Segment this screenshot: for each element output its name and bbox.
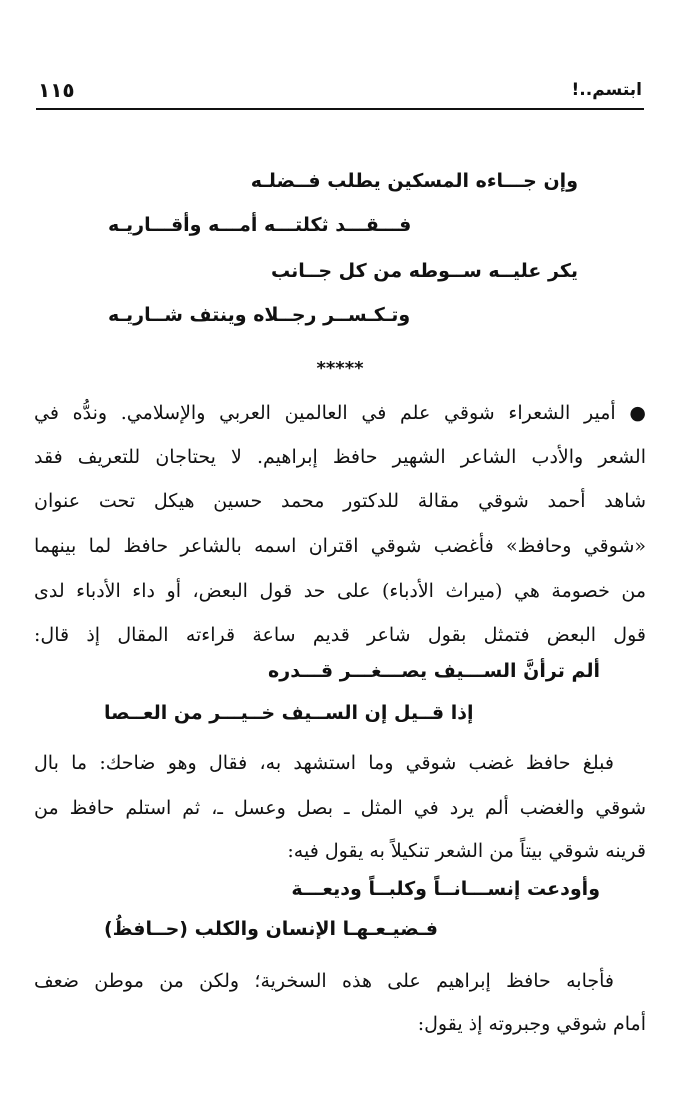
paragraph2-line-3: قرينه شوقي بيتاً من الشعر تنكيلاً به يقول فيه: — [287, 840, 646, 862]
poem3-verse-2: فـضيـعـهـا الإنسان والكلب (حــافظُ) — [104, 918, 438, 940]
poem1-verse-3: يكر عليــه ســوطه من كل جــانب — [270, 260, 578, 282]
poem3-verse-1: وأودعت إنســـانــاً وكلبــاً وديعـــة — [291, 878, 600, 900]
poem1-verse-4: وتـكـســر رجــلاه وينتف شــاريـه — [108, 304, 411, 326]
paragraph3-line-2: أمام شوقي وجبروته إذ يقول: — [417, 1013, 646, 1035]
paragraph2-line-1: فبلغ حافظ غضب شوقي وما استشهد به، فقال وهو ضاحك: ما بال — [34, 752, 614, 774]
paragraph1-line-3: شاهد أحمد شوقي مقالة للدكتور محمد حسين هيكل تحت عنوان — [34, 490, 646, 512]
paragraph1-line-6: قول البعض فتمثل بقول شاعر قديم ساعة قراءته المقال إذ قال: — [34, 624, 646, 646]
poem1-verse-1: وإن جـــاءه المسكين يطلب فــضلـه — [250, 170, 578, 192]
paragraph1-line-2: الشعر والأدب الشاعر الشهير حافظ إبراهيم. لا يحتاجان للتعريف فقد — [34, 446, 646, 468]
running-header — [38, 78, 642, 106]
running-title: ابتسم..! — [571, 80, 642, 100]
header-rule — [36, 108, 644, 110]
page-number: ١١٥ — [38, 78, 75, 102]
paragraph2-line-2: شوقي والغضب ألم يرد في المثل ـ بصل وعسل ـ، ثم استلم حافظ من — [34, 797, 646, 819]
paragraph1-line-4: «شوقي وحافظ» فأغضب شوقي اقتران اسمه بالشاعر حافظ لما بينهما — [34, 535, 646, 557]
paragraph1-line-1: ● أمير الشعراء شوقي علم في العالمين العربي والإسلامي. وندُّه في — [34, 402, 646, 424]
paragraph1-line-5: من خصومة هي (ميراث الأدباء) على حد قول البعض، أو داء الأدباء لدى — [34, 580, 646, 602]
section-separator: ***** — [316, 358, 364, 379]
poem2-verse-1: ألم ترأنَّ الســـيف يصـــغـــر قـــدره — [268, 660, 600, 682]
poem2-verse-2: إذا قــيل إن الســيف خــيـــر من العــصا — [104, 702, 474, 724]
poem1-verse-2: فـــقـــد ثكلتـــه أمـــه وأقـــاريـه — [108, 214, 412, 236]
paragraph3-line-1: فأجابه حافظ إبراهيم على هذه السخرية؛ ولكن من موطن ضعف — [34, 970, 614, 992]
